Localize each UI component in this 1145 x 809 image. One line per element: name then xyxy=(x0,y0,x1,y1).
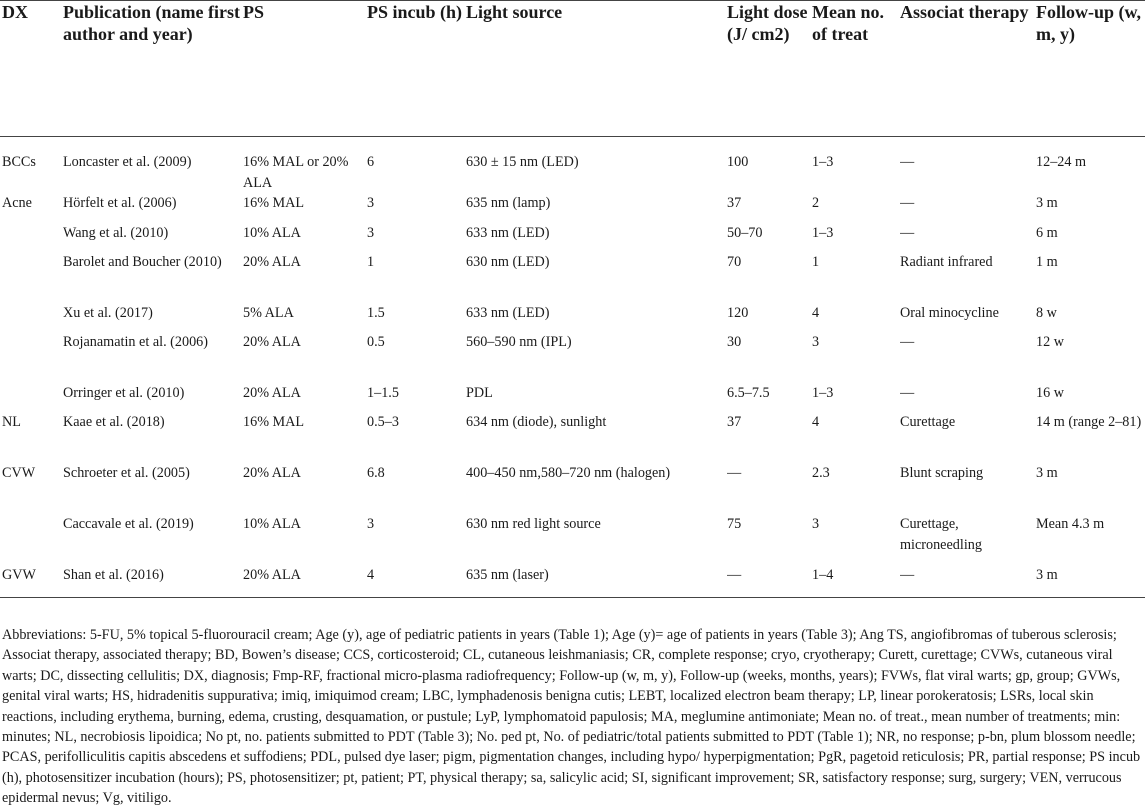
cell-mean-treat: 1–4 xyxy=(812,565,900,597)
cell-light-dose: — xyxy=(727,565,812,597)
table-row xyxy=(0,565,1145,597)
cell-mean-treat: 1–3 xyxy=(812,225,834,241)
cell-dx xyxy=(0,332,63,383)
cell-follow-up: 16 w xyxy=(1036,385,1064,401)
cell-associat-therapy: — xyxy=(900,225,915,241)
cell-dx: CVW xyxy=(2,465,36,481)
header-associat-therapy: Associat therapy xyxy=(900,1,1036,137)
cell-associat-therapy: — xyxy=(900,565,1036,597)
cell-mean-treat: 2.3 xyxy=(812,465,830,481)
cell-publication: Barolet and Boucher (2010) xyxy=(63,254,222,270)
cell-publication: Wang et al. (2010) xyxy=(63,225,169,241)
cell-follow-up: 1 m xyxy=(1036,254,1058,270)
cell-light-dose: 70 xyxy=(727,254,742,270)
cell-light-dose: 6.5–7.5 xyxy=(727,385,770,401)
cell-light-source: 630 nm red light source xyxy=(466,516,601,532)
cell-associat-therapy: Radiant infrared xyxy=(900,254,993,270)
header-light-source: Light source xyxy=(466,1,727,137)
cell-light-source: 635 nm (laser) xyxy=(466,565,727,597)
cell-light-source: 560–590 nm (IPL) xyxy=(466,334,572,350)
cell-mean-treat: 4 xyxy=(812,414,820,430)
header-row xyxy=(0,1,1145,137)
cell-light-source: 633 nm (LED) xyxy=(466,225,550,241)
cell-ps: 20% ALA xyxy=(243,385,301,401)
cell-ps: 20% ALA xyxy=(243,465,301,481)
cell-publication: Shan et al. (2016) xyxy=(63,565,243,597)
cell-associat-therapy: — xyxy=(900,154,915,170)
cell-follow-up: 3 m xyxy=(1036,565,1145,597)
table-row xyxy=(0,193,1145,223)
cell-light-dose: 37 xyxy=(727,414,742,430)
cell-ps: 16% MAL or 20% ALA xyxy=(243,154,349,191)
cell-follow-up: 8 w xyxy=(1036,305,1057,321)
table-row xyxy=(0,383,1145,412)
cell-ps: 20% ALA xyxy=(243,254,301,270)
cell-ps-incub: 0.5 xyxy=(367,334,385,350)
cell-associat-therapy: — xyxy=(900,385,915,401)
cell-associat-therapy: Oral minocycline xyxy=(900,305,999,321)
cell-publication: Rojanamatin et al. (2006) xyxy=(63,334,208,350)
header-mean-treat: Mean no. of treat xyxy=(812,1,900,137)
cell-ps: 20% ALA xyxy=(243,565,367,597)
cell-light-dose: 100 xyxy=(727,154,749,170)
cell-light-source: 635 nm (lamp) xyxy=(466,195,551,211)
cell-follow-up: 3 m xyxy=(1036,195,1058,211)
cell-ps-incub: 1 xyxy=(367,254,375,270)
cell-associat-therapy: Curettage xyxy=(900,414,956,430)
cell-associat-therapy: — xyxy=(900,195,915,211)
cell-mean-treat: 1–3 xyxy=(812,385,834,401)
cell-mean-treat: 1 xyxy=(812,254,820,270)
table-row xyxy=(0,412,1145,463)
header-ps-incub: PS incub (h) xyxy=(367,1,466,137)
cell-publication: Hörfelt et al. (2006) xyxy=(63,195,177,211)
cell-ps-incub: 3 xyxy=(367,195,375,211)
table-row xyxy=(0,332,1145,383)
cell-ps-incub: 1–1.5 xyxy=(367,385,399,401)
cell-associat-therapy: Curettage, microneedling xyxy=(900,516,982,553)
cell-ps: 16% MAL xyxy=(243,414,305,430)
table-row xyxy=(0,137,1145,194)
cell-mean-treat: 3 xyxy=(812,334,820,350)
cell-ps: 10% ALA xyxy=(243,516,301,532)
cell-follow-up: 12–24 m xyxy=(1036,154,1087,170)
cell-ps-incub: 1.5 xyxy=(367,305,385,321)
cell-light-dose: 50–70 xyxy=(727,225,763,241)
cell-dx xyxy=(0,303,63,332)
cell-dx: Acne xyxy=(2,195,32,211)
cell-light-dose: 37 xyxy=(727,195,742,211)
cell-ps-incub: 3 xyxy=(367,516,375,532)
cell-dx xyxy=(0,383,63,412)
cell-follow-up: 12 w xyxy=(1036,334,1064,350)
cell-light-source: PDL xyxy=(466,385,493,401)
cell-ps: 20% ALA xyxy=(243,334,301,350)
cell-ps-incub: 0.5–3 xyxy=(367,414,399,430)
cell-ps: 16% MAL xyxy=(243,195,305,211)
cell-follow-up: 6 m xyxy=(1036,225,1058,241)
cell-dx xyxy=(0,514,63,565)
cell-light-source: 634 nm (diode), sunlight xyxy=(466,414,607,430)
cell-dx: GVW xyxy=(0,565,63,597)
table-row xyxy=(0,514,1145,565)
cell-publication: Orringer et al. (2010) xyxy=(63,385,185,401)
cell-follow-up: 3 m xyxy=(1036,465,1058,481)
cell-light-source: 630 nm (LED) xyxy=(466,254,550,270)
cell-publication: Loncaster et al. (2009) xyxy=(63,154,192,170)
header-dx: DX xyxy=(0,1,63,137)
table-row xyxy=(0,303,1145,332)
cell-ps-incub: 3 xyxy=(367,225,375,241)
header-ps: PS xyxy=(243,1,367,137)
cell-follow-up: 14 m (range 2–81) xyxy=(1036,414,1142,430)
cell-light-dose: 30 xyxy=(727,334,742,350)
cell-follow-up: Mean 4.3 m xyxy=(1036,516,1105,532)
cell-ps-incub: 6 xyxy=(367,154,375,170)
cell-ps: 10% ALA xyxy=(243,225,301,241)
cell-light-dose: 120 xyxy=(727,305,749,321)
cell-dx: BCCs xyxy=(2,154,36,170)
cell-publication: Kaae et al. (2018) xyxy=(63,414,165,430)
cell-mean-treat: 3 xyxy=(812,516,820,532)
cell-ps-incub: 6.8 xyxy=(367,465,385,481)
table-row xyxy=(0,252,1145,303)
cell-mean-treat: 4 xyxy=(812,305,820,321)
table-body xyxy=(0,137,1145,598)
cell-publication: Caccavale et al. (2019) xyxy=(63,516,194,532)
cell-mean-treat: 1–3 xyxy=(812,154,834,170)
cell-ps: 5% ALA xyxy=(243,305,294,321)
cell-publication: Schroeter et al. (2005) xyxy=(63,465,190,481)
cell-light-source: 633 nm (LED) xyxy=(466,305,550,321)
cell-mean-treat: 2 xyxy=(812,195,820,211)
table-row xyxy=(0,463,1145,514)
cell-dx: NL xyxy=(2,414,21,430)
table-row xyxy=(0,223,1145,252)
cell-light-dose: 75 xyxy=(727,516,742,532)
cell-associat-therapy: Blunt scraping xyxy=(900,465,984,481)
cell-dx xyxy=(0,223,63,252)
cell-light-source: 400–450 nm,580–720 nm (halogen) xyxy=(466,465,671,481)
cell-publication: Xu et al. (2017) xyxy=(63,305,153,321)
cell-ps-incub: 4 xyxy=(367,565,466,597)
cell-associat-therapy: — xyxy=(900,334,915,350)
cell-dx xyxy=(0,252,63,303)
header-light-dose: Light dose (J/ cm2) xyxy=(727,1,812,137)
abbreviations-footnote: Abbreviations: 5-FU, 5% topical 5-fluorouracil cream; Age (y), age of pediatric patients in years (Table 1); Age (y)= age of patients in years (Table 3); Ang TS, angiofibromas of tuberous sclerosis; Associat therapy, associated therapy; BD, Bowen’s disease; CCS, corticosteroid; CL, cutaneous leishmaniasis; CR, complete response; cryo, cryotherapy; Curett, curettage; CVWs, cutaneous viral warts; DC, dissecting cellulitis; DX, diagnosis; Fmp-RF, fractional micro-plasma radiofrequency; Follow-up (w, m, y), Follow-up (weeks, months, years); FVWs, flat viral warts; gp, group; GVWs, genital viral warts; HS, hidradenitis suppurativa; imiq, imiquimod cream; LBC, lymphadenosis benigna cutis; LEBT, localized electron beam therapy; LP, linear porokeratosis; LSRs, local skin reactions, including erythema, burning, edema, crusting, desquamation, or pustule; LyP, lymphomatoid papulosis; MA, meglumine antimoniate; Mean no. of treat., mean number of treatments; min: minutes; NL, necrobiosis lipoidica; No pt, no. patients submitted to PDT (Table 3); No. ped pt, No. of pediatric/total patients submitted to PDT (Table 1); NR, no response; p-bn, plum blossom needle; PCAS, perifolliculitis capitis abscedens et suffodiens; PDL, pulsed dye laser; pigm, pigmentation changes, including hypo/ hyperpigmentation; PgR, pagetoid reticulosis; PR, partial response; PS incub (h), photosensitizer incubation (hours); PS, photosensitizer; pt, patient; PT, physical therapy; sa, salicylic acid; SI, significant improvement; SR, satisfactory response; surg, surgery; VEN, verrucous epidermal nevus; Vg, vitiligo. xyxy=(2,627,1141,807)
header-publication: Publication (name first author and year) xyxy=(63,1,243,137)
cell-light-source: 630 ± 15 nm (LED) xyxy=(466,154,579,170)
header-follow-up: Follow-up (w, m, y) xyxy=(1036,1,1145,137)
cell-light-dose: — xyxy=(727,465,742,481)
